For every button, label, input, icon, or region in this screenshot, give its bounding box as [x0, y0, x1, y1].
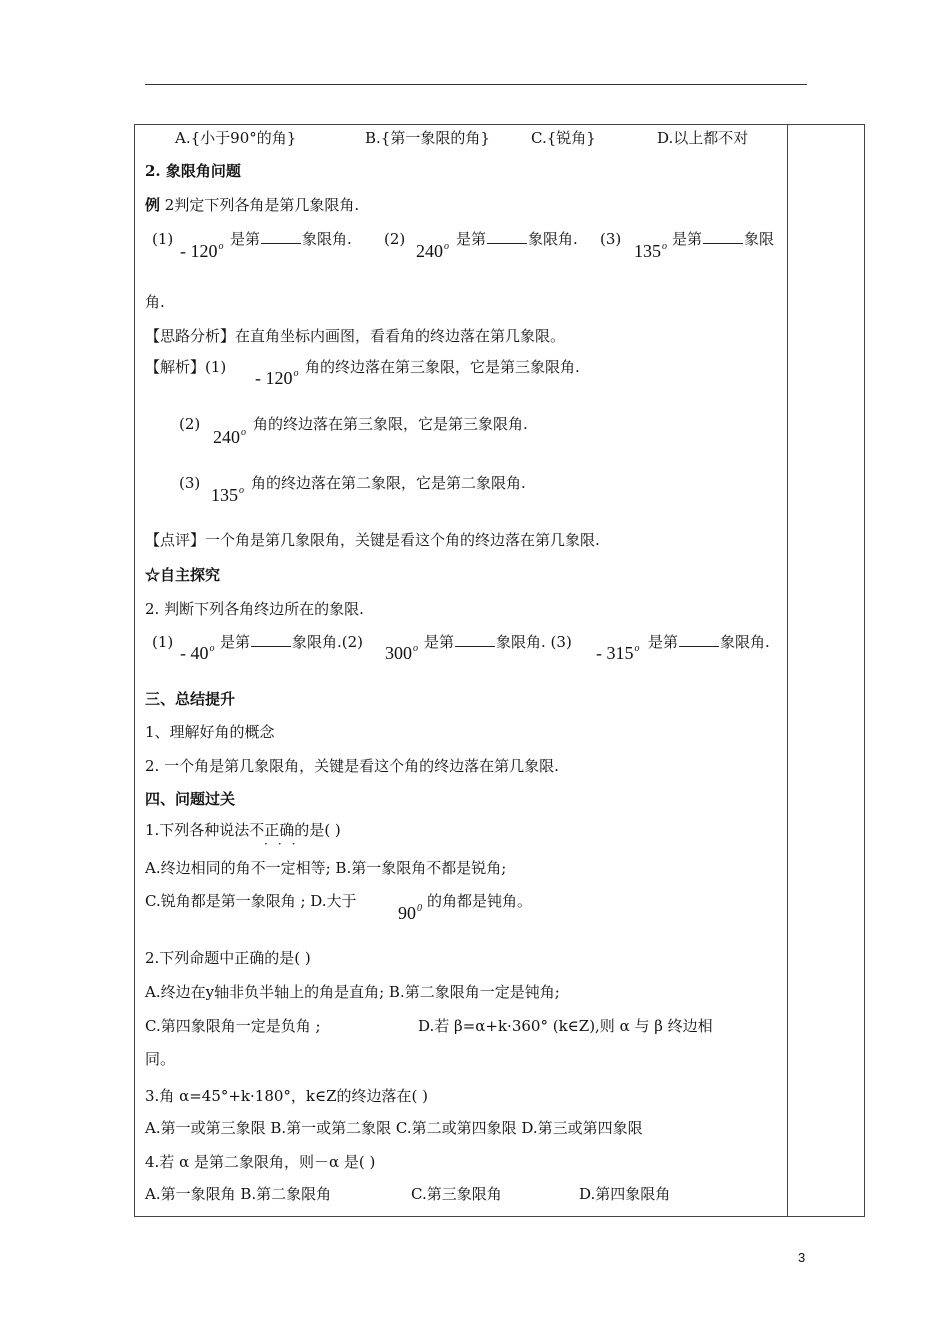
solution-text-3: 角的终边落在第二象限，它是第二象限角. [251, 474, 526, 492]
explore-angle-minus-40 [180, 643, 215, 664]
quiz-q4-c: C.第三象限角 [411, 1185, 502, 1203]
content-table [134, 124, 865, 1217]
emphasis-dots: ··· [264, 837, 306, 851]
explore-fill-3 [648, 632, 770, 652]
fill-prefix: 是第 [424, 633, 455, 651]
answer-blank[interactable] [251, 632, 291, 647]
degree-mark: o [662, 241, 667, 252]
angle-value: 315 [606, 643, 634, 663]
explore-question: 2. 判断下列各角终边所在的象限. [145, 600, 364, 618]
quiz-q3: 3.角 α=45°+k·180°，k∈Z的终边落在( ) [145, 1087, 429, 1105]
quiz-q4-ab: A.第一象限角 B.第二象限角 [145, 1185, 332, 1203]
analysis-label: 【思路分析】 [145, 327, 236, 345]
fill-prefix: 是第 [220, 633, 251, 651]
summary-item-2: 2. 一个角是第几象限角，关键是看这个角的终边落在第几象限. [145, 757, 559, 775]
minus-sign: - [255, 368, 261, 388]
option-d: D.以上都不对 [657, 129, 749, 147]
fill-suffix: 象限角. [302, 230, 352, 248]
answer-blank[interactable] [261, 229, 301, 244]
fill-suffix: 象限角. (3) [496, 633, 572, 651]
table-column-divider [787, 124, 788, 1217]
quiz-title: 四、问题过关 [145, 790, 236, 808]
quiz-q2-d: D.若 β=α+k·360° (k∈Z),则 α 与 β 终边相 [418, 1017, 713, 1035]
quiz-q2-ab: A.终边在y轴非负半轴上的角是直角; B.第二象限角一定是钝角; [145, 983, 560, 1001]
angle-135 [634, 241, 667, 262]
solution-angle-3 [211, 485, 244, 506]
ex2-p2: (2) [384, 230, 406, 248]
fill-prefix: 是第 [648, 633, 679, 651]
minus-sign: - [596, 643, 602, 663]
fill-suffix: 象限角. [528, 230, 578, 248]
option-a: A.{小于90°的角} [175, 129, 297, 147]
fill-prefix: 是第 [230, 230, 261, 248]
angle-value: 240 [213, 427, 240, 447]
answer-blank[interactable] [703, 229, 743, 244]
angle-value: 90 [398, 903, 416, 923]
fill-suffix: 象限角.(2) [292, 633, 364, 651]
angle-value: 135 [211, 485, 238, 505]
degree-mark: o [209, 643, 215, 654]
header-rule [145, 84, 807, 85]
comment-label: 【点评】 [145, 531, 206, 549]
fill-prefix: 是第 [456, 230, 487, 248]
degree-mark: o [241, 427, 246, 438]
degree-mark: o [634, 643, 640, 654]
minus-sign: - [180, 643, 186, 663]
quiz-q2-c: C.第四象限角一定是负角 ; [145, 1017, 321, 1035]
explore-p1: (1) [152, 633, 174, 651]
explore-angle-minus-315 [596, 643, 640, 664]
ex2-fill-1 [230, 229, 352, 249]
angle-value: 120 [190, 241, 218, 261]
explore-fill-2 [424, 632, 572, 652]
fill-suffix: 象限 [744, 230, 775, 248]
page-number: 3 [798, 1250, 806, 1265]
ex2-p3: (3) [600, 230, 622, 248]
quiz-q3-options: A.第一或第三象限 B.第一或第二象限 C.第二或第四象限 D.第三或第四象限 [145, 1119, 643, 1137]
comment-line [145, 530, 600, 550]
quiz-q4: 4.若 α 是第二象限角，则－α 是( ) [145, 1153, 376, 1171]
analysis-line [145, 326, 565, 346]
solution-text-2: 角的终边落在第三象限，它是第三象限角. [253, 415, 528, 433]
quiz-q2-d-tail: 同。 [145, 1050, 176, 1068]
quiz-q1-ab: A.终边相同的角不一定相等; B.第一象限角不都是锐角; [145, 859, 507, 877]
degree-mark: 0 [417, 903, 422, 914]
quiz-q1-d-tail: 的角都是钝角。 [427, 892, 533, 910]
angle-value: 135 [634, 241, 661, 261]
solution-label: 【解析】(1) [145, 358, 227, 376]
example-label: 例 [145, 196, 161, 214]
answer-blank[interactable] [679, 632, 719, 647]
degree-mark: o [293, 368, 299, 379]
comment-text: 一个角是第几象限角，关键是看这个角的终边落在第几象限. [205, 531, 600, 549]
fill-prefix: 是第 [672, 230, 703, 248]
fill-suffix: 象限角. [720, 633, 770, 651]
degree-mark: o [413, 643, 418, 654]
degree-mark: o [239, 485, 244, 496]
degree-mark: o [444, 241, 449, 252]
solution-label-3: (3) [179, 474, 201, 492]
example-heading [145, 195, 359, 215]
angle-value: 120 [265, 368, 293, 388]
quiz-q1-angle-90 [398, 903, 422, 924]
angle-240 [416, 241, 449, 262]
ex2-fill-2 [456, 229, 578, 249]
angle-minus-120 [180, 241, 224, 262]
angle-value: 300 [385, 643, 412, 663]
angle-value: 240 [416, 241, 443, 261]
explore-title: ☆自主探究 [145, 566, 221, 584]
explore-angle-300 [385, 643, 418, 664]
quiz-q2: 2.下列命题中正确的是( ) [145, 949, 311, 967]
minus-sign: - [180, 241, 186, 261]
solution-angle-2 [213, 427, 246, 448]
option-c: C.{锐角} [531, 129, 596, 147]
angle-value: 40 [190, 643, 209, 663]
ex2-tail: 角. [145, 293, 165, 311]
solution-label-2: (2) [179, 415, 201, 433]
section-title: 2. 象限角问题 [145, 162, 241, 180]
summary-item-1: 1、理解好角的概念 [145, 723, 275, 741]
analysis-text: 在直角坐标内画图，看看角的终边落在第几象限。 [235, 327, 566, 345]
summary-title: 三、总结提升 [145, 690, 236, 708]
answer-blank[interactable] [455, 632, 495, 647]
ex2-p1: (1) [152, 230, 174, 248]
quiz-q1: 1.下列各种说法不正确的是( ) [145, 821, 341, 839]
solution-angle-1 [255, 368, 299, 389]
degree-mark: o [218, 241, 224, 252]
example-text: 2判定下列各角是第几象限角. [164, 196, 360, 214]
quiz-q1-c: C.锐角都是第一象限角 ; D.大于 [145, 892, 357, 910]
explore-fill-1 [220, 632, 363, 652]
solution-text-1: 角的终边落在第三象限，它是第三象限角. [305, 358, 580, 376]
ex2-fill-3 [672, 229, 774, 249]
option-b: B.{第一象限的角} [365, 129, 490, 147]
answer-blank[interactable] [487, 229, 527, 244]
quiz-q4-d: D.第四象限角 [579, 1185, 671, 1203]
